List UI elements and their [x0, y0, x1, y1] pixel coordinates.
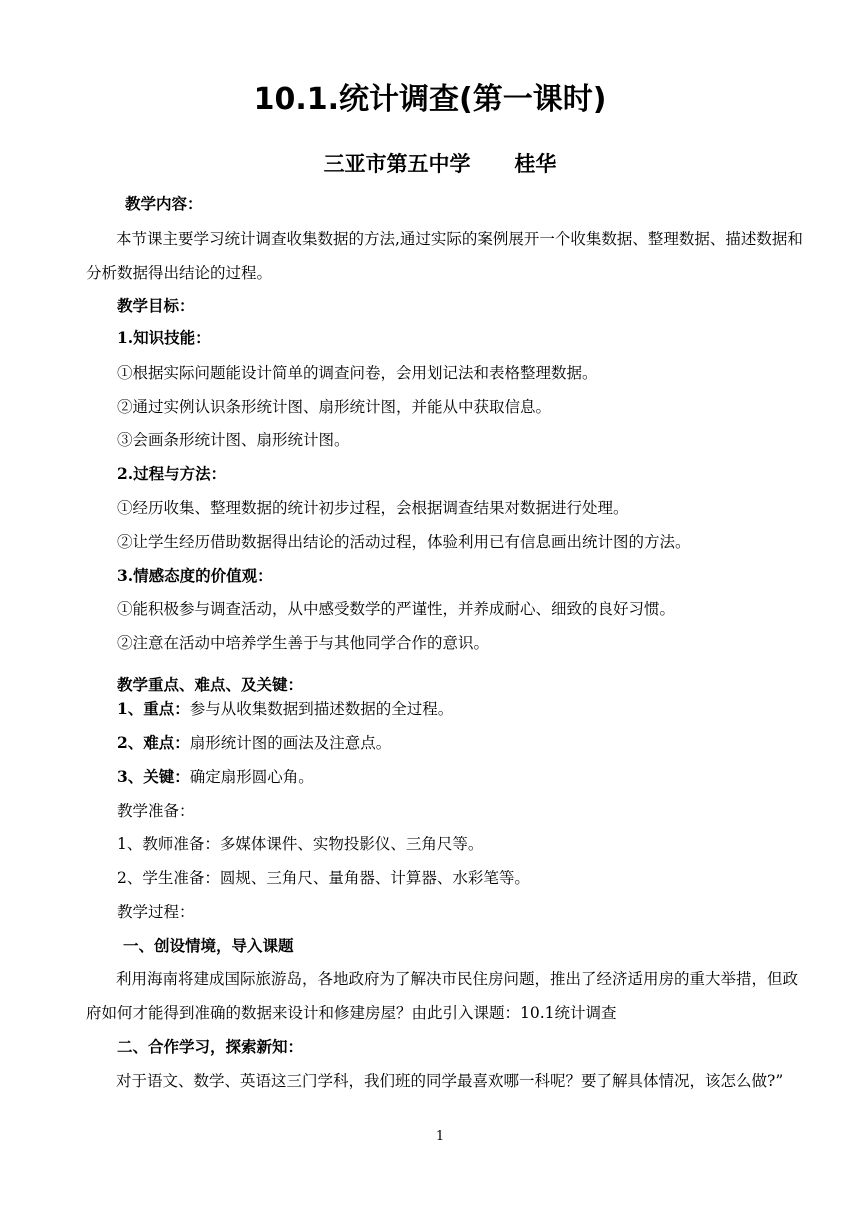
goal3-heading: 3.情感态度的价值观：	[117, 566, 273, 585]
section1-heading: 一、创设情境，导入课题	[123, 936, 294, 955]
goals-heading: 教学目标：	[117, 296, 195, 315]
keypoint-label: 1、重点：	[117, 699, 190, 718]
page-number: 1	[435, 1129, 445, 1144]
goal1-item: ②通过实例认识条形统计图、扇形统计图，并能从中获取信息。	[117, 398, 552, 416]
content-heading: 教学内容：	[125, 194, 203, 213]
process-heading: 教学过程：	[117, 903, 195, 921]
keypoints-heading: 教学重点、难点、及关键：	[117, 675, 304, 694]
goal1-item: ①根据实际问题能设计简单的调查问卷，会用划记法和表格整理数据。	[117, 364, 598, 382]
goal2-heading: 2.过程与方法：	[117, 464, 227, 483]
section1-paragraph: 利用海南将建成国际旅游岛，各地政府为了解决市民住房问题，推出了经济适用房的重大举措，但政府如何才能得到准确的数据来设计和修建房屋？由此引入课题：10.1统计调查	[86, 970, 799, 1022]
goal2-item: ②让学生经历借助数据得出结论的活动过程，体验利用已有信息画出统计图的方法。	[117, 533, 691, 551]
section2-heading: 二、合作学习，探索新知：	[117, 1037, 304, 1056]
keypoint-item	[117, 766, 837, 788]
section2-paragraph: 对于语文、数学、英语这三门学科，我们班的同学最喜欢哪一科呢？要了解具体情况，该怎么做?”	[116, 1072, 784, 1090]
keypoint-text: 参与从收集数据到描述数据的全过程。	[189, 700, 454, 718]
goal1-item: ③会画条形统计图、扇形统计图。	[117, 431, 350, 449]
prep-heading: 教学准备：	[117, 802, 195, 820]
goal3-item: ②注意在活动中培养学生善于与其他同学合作的意识。	[117, 634, 490, 652]
keypoint-label: 2、难点：	[117, 733, 190, 752]
goal2-item: ①经历收集、整理数据的统计初步过程，会根据调查结果对数据进行处理。	[117, 499, 629, 517]
page-title: 10.1.统计调查(第一课时)	[253, 82, 607, 117]
goal3-item: ①能积极参与调查活动，从中感受数学的严谨性，并养成耐心、细致的良好习惯。	[117, 600, 676, 618]
prep-item: 1、教师准备：多媒体课件、实物投影仪、三角尺等。	[117, 835, 484, 853]
content-paragraph: 本节课主要学习统计调查收集数据的方法,通过实际的案例展开一个收集数据、整理数据、描述数据和分析数据得出结论的过程。	[86, 230, 803, 282]
keypoint-item	[117, 732, 837, 754]
goal1-heading: 1.知识技能：	[117, 328, 211, 347]
keypoint-item	[117, 698, 837, 720]
prep-item: 2、学生准备：圆规、三角尺、量角器、计算器、水彩笔等。	[117, 869, 530, 887]
keypoint-text: 确定扇形圆心角。	[189, 768, 314, 786]
keypoint-label: 3、关键：	[117, 767, 190, 786]
author-line: 三亚市第五中学 桂华	[323, 152, 557, 176]
keypoint-text: 扇形统计图的画法及注意点。	[189, 734, 392, 752]
